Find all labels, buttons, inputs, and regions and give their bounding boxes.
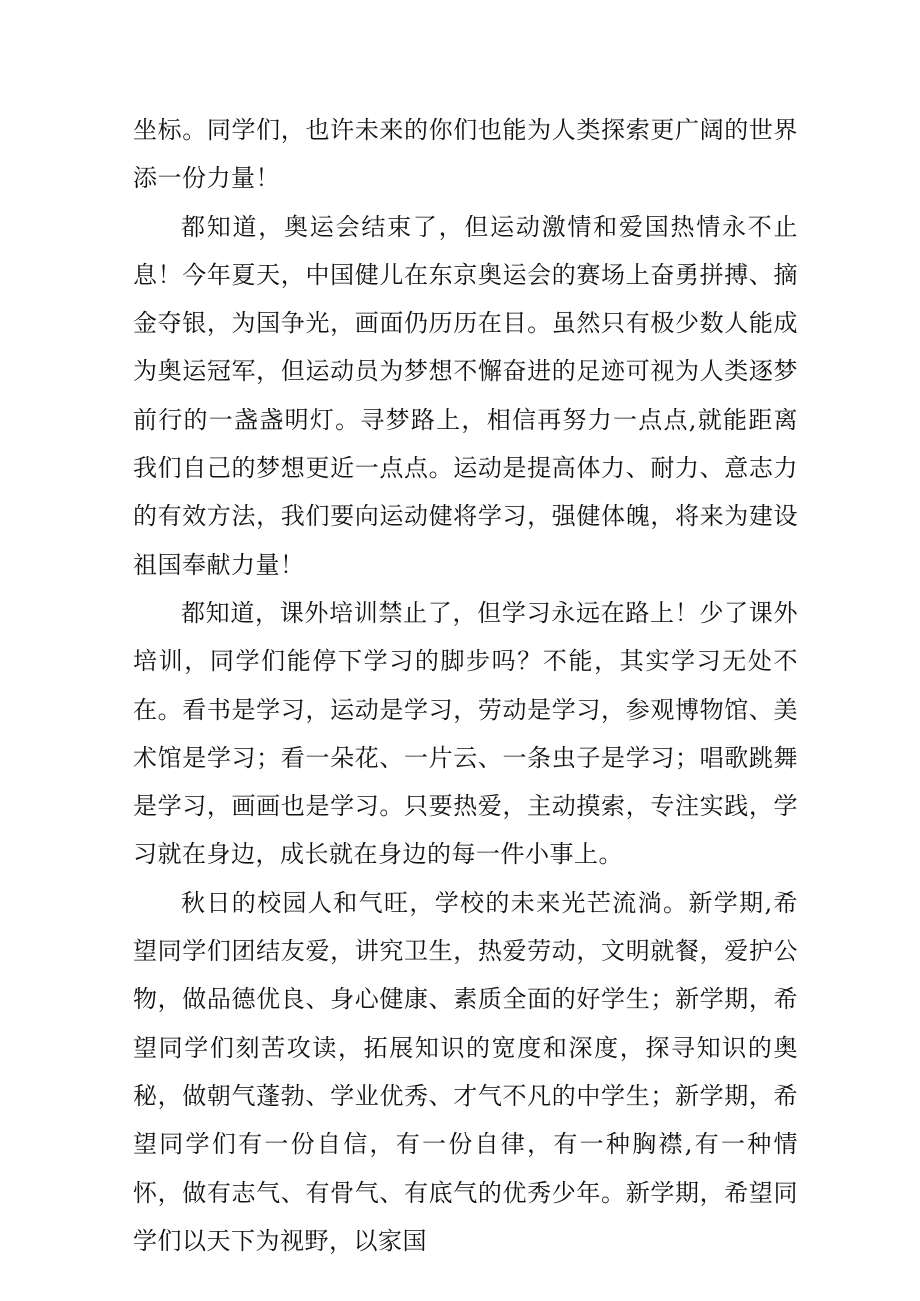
paragraph-4: 秋日的校园人和气旺，学校的未来光芒流淌。新学期,希望同学们团结友爱，讲究卫生，热爱劳动，文明就餐，爱护公物，做品德优良、身心健康、素质全面的好学生；新学期，希望同学们刻苦攻读，拓展知识的宽度和深度，探寻知识的奥秘，做朝气蓬勃、学业优秀、才气不凡的中学生；新学期，希望同学们有一份自信，有一份自律，有一种胸襟,有一种情怀，做有志气、有骨气、有底气的优秀少年。新学期，希望同学们以天下为视野，以家国 <box>133 888 798 1255</box>
document-body <box>133 106 798 1265</box>
paragraph-1: 坐标。同学们，也许未来的你们也能为人类探索更广阔的世界添一份力量！ <box>133 116 798 193</box>
paragraph-3: 都知道，课外培训禁止了，但学习永远在路上！少了课外培训，同学们能停下学习的脚步吗？不能，其实学习无处不在。看书是学习，运动是学习，劳动是学习，参观博物馆、美术馆是学习；看一朵花、一片云、一条虫子是学习；唱歌跳舞是学习，画画也是学习。只要热爱，主动摸索，专注实践，学习就在身边，成长就在身边的每一件小事上。 <box>133 598 798 869</box>
paragraph-2: 都知道，奥运会结束了，但运动激情和爱国热情永不止息！今年夏天，中国健儿在东京奥运会的赛场上奋勇拼搏、摘金夺银，为国争光，画面仍历历在目。虽然只有极少数人能成为奥运冠军，但运动员为梦想不懈奋进的足迹可视为人类逐梦前行的一盏盏明灯。寻梦路上，相信再努力一点点,就能距离我们自己的梦想更近一点点。运动是提高体力、耐力、意志力的有效方法，我们要向运动健将学习，强健体魄，将来为建设祖国奉献力量！ <box>133 212 798 579</box>
